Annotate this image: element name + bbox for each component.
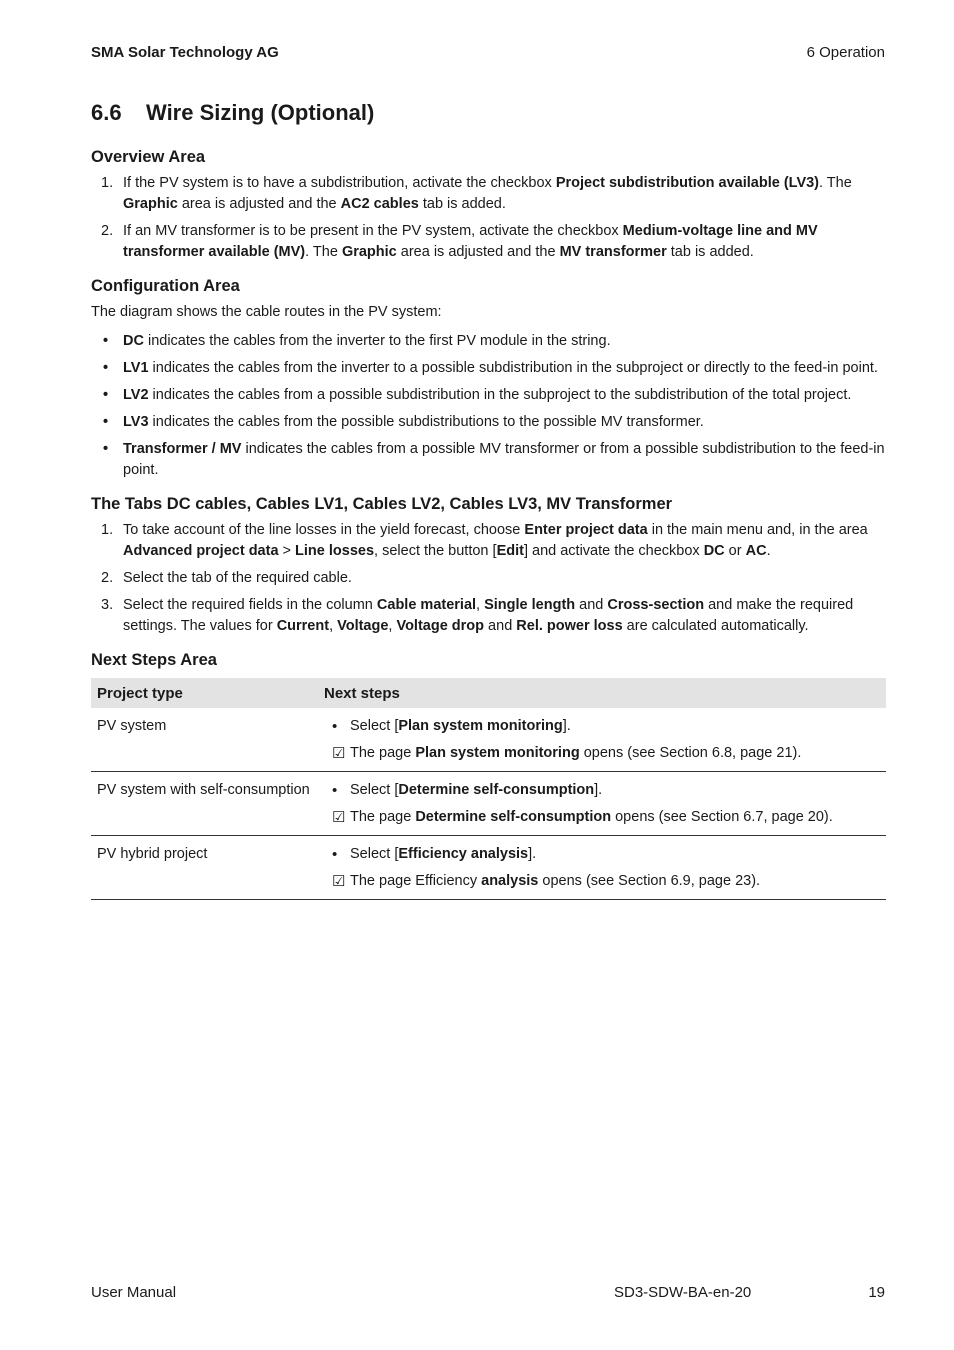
item-number: 3. [101,597,114,613]
bullet: • [103,387,109,403]
ui-label: Determine self-consumption [398,782,595,798]
term: Transformer / MV [123,441,242,457]
ui-label: Edit [496,543,524,559]
ui-label: AC [745,543,767,559]
text: . The [819,175,852,191]
ui-label: MV transformer [559,244,667,260]
table-row [91,836,886,900]
footer-doc-id: SD3-SDW-BA-en-20 [614,1284,752,1301]
term: LV1 [123,360,149,376]
text: or [724,543,746,559]
text: opens (see Section 6.7, page 20). [611,809,833,825]
ui-label: Plan system monitoring [398,718,563,734]
next-steps-cell [318,708,886,772]
ui-label: Cable material [376,597,477,613]
step-action [324,777,880,804]
text: indicates the cables from a possible MV transformer or from a possible subdistribution to the feed-in point. [123,441,885,478]
text: The page Efficiency [350,873,482,889]
text: The page [350,809,416,825]
term: LV2 [123,387,149,403]
project-type-cell: PV system [91,708,318,772]
term: DC [123,333,144,349]
text: ] and activate the checkbox [523,543,704,559]
text: Select [ [350,846,399,862]
footer-manual-label: User Manual [91,1284,177,1301]
text: ]. [594,782,603,798]
list-item [91,595,886,637]
text: and make the required settings. The values for [123,597,854,634]
text: . [766,543,771,559]
list-item [91,221,886,263]
item-number: 2. [101,223,114,239]
text: opens (see Section 6.9, page 23). [538,873,761,889]
overview-heading: Overview Area [91,148,206,166]
ui-label: Determine self-consumption [415,809,612,825]
text: are calculated automatically. [622,618,809,634]
list-item [91,439,886,481]
list-item [91,331,886,352]
list-item [91,385,886,406]
ui-label: Enter project data [524,522,648,538]
text: area is adjusted and the [177,196,341,212]
ui-label: Voltage drop [396,618,485,634]
text: , select the button [ [374,543,497,559]
text: area is adjusted and the [396,244,560,260]
ui-label: analysis [481,873,539,889]
ui-label: Graphic [341,244,397,260]
text: and [575,597,608,613]
next-steps-heading: Next Steps Area [91,651,217,669]
text: If the PV system is to have a subdistribution, activate the checkbox [123,175,556,191]
step-result [324,804,880,831]
table-row [91,772,886,836]
column-header-next-steps: Next steps [318,678,886,708]
text: Select the required fields in the column [123,597,377,613]
page-title [91,100,886,126]
bullet: • [103,441,109,457]
ui-label: Efficiency analysis [398,846,529,862]
ui-label: Current [276,618,330,634]
overview-list [91,173,886,263]
term: LV3 [123,414,149,430]
configuration-list [91,331,886,481]
page-content [91,100,886,914]
text: indicates the cables from a possible subdistribution in the subproject to the subdistribution of the total project. [148,387,852,403]
item-number: 1. [101,175,114,191]
bullet: • [332,846,338,863]
text: tab is added. [418,196,506,212]
checkbox-checked-icon: ☑ [332,873,346,890]
header-company: SMA Solar Technology AG [91,44,279,61]
text: tab is added. [666,244,754,260]
item-number: 2. [101,570,114,586]
text: indicates the cables from the possible subdistributions to the possible MV transformer. [148,414,704,430]
tabs-section [91,495,886,637]
text: > [278,543,296,559]
text: opens (see Section 6.8, page 21). [579,745,802,761]
ui-label: Plan system monitoring [415,745,580,761]
list-item [91,568,886,589]
configuration-heading: Configuration Area [91,277,240,295]
next-steps-cell [318,772,886,836]
ui-label: Advanced project data [123,543,279,559]
overview-section [91,148,886,263]
text: Select [ [350,718,399,734]
ui-label: DC [703,543,725,559]
bullet: • [103,414,109,430]
bullet: • [103,333,109,349]
text: in the main menu and, in the area [647,522,868,538]
step-action [324,713,880,740]
text: The page [350,745,416,761]
configuration-intro: The diagram shows the cable routes in the PV system: [91,304,442,320]
tabs-heading: The Tabs DC cables, Cables LV1, Cables LV2, Cables LV3, MV Transformer [91,495,673,513]
checkbox-checked-icon: ☑ [332,745,346,762]
ui-label: Voltage [337,618,389,634]
step-result [324,740,880,767]
text: Select the tab of the required cable. [123,570,352,586]
list-item [91,520,886,562]
table-header-row [91,678,886,708]
list-item [91,412,886,433]
text: , [329,618,338,634]
text: Select [ [350,782,399,798]
ui-label: Medium-voltage line and MV transformer available (MV) [123,223,818,260]
page-number: 19 [868,1284,885,1301]
tabs-list [91,520,886,637]
ui-label: AC2 cables [340,196,419,212]
step-action [324,841,880,868]
list-item [91,173,886,215]
configuration-section [91,277,886,481]
bullet: • [332,718,338,735]
item-number: 1. [101,522,114,538]
checkbox-checked-icon: ☑ [332,809,346,826]
text: , [388,618,397,634]
next-steps-table [91,678,886,900]
bullet: • [332,782,338,799]
step-result [324,868,880,895]
ui-label: Graphic [123,196,178,212]
text: , [476,597,485,613]
list-item [91,358,886,379]
text: . The [305,244,342,260]
ui-label: Line losses [295,543,375,559]
project-type-cell: PV hybrid project [91,836,318,900]
next-steps-section [91,651,886,900]
table-row [91,708,886,772]
text: To take account of the line losses in the yield forecast, choose [123,522,525,538]
text: indicates the cables from the inverter to the first PV module in the string. [143,333,611,349]
section-number: 6.6 [91,100,122,125]
header-chapter: 6 Operation [806,44,885,61]
ui-label: Project subdistribution available (LV3) [555,175,820,191]
text: ]. [528,846,537,862]
column-header-project-type: Project type [91,678,318,708]
text: ]. [562,718,571,734]
text: indicates the cables from the inverter to a possible subdistribution in the subproject or directly to the feed-in point. [148,360,878,376]
section-title: Wire Sizing (Optional) [146,100,375,125]
text: and [484,618,517,634]
ui-label: Cross-section [607,597,705,613]
bullet: • [103,360,109,376]
ui-label: Rel. power loss [516,618,623,634]
text: If an MV transformer is to be present in the PV system, activate the checkbox [123,223,623,239]
next-steps-cell [318,836,886,900]
project-type-cell: PV system with self-consumption [91,772,318,836]
ui-label: Single length [484,597,576,613]
